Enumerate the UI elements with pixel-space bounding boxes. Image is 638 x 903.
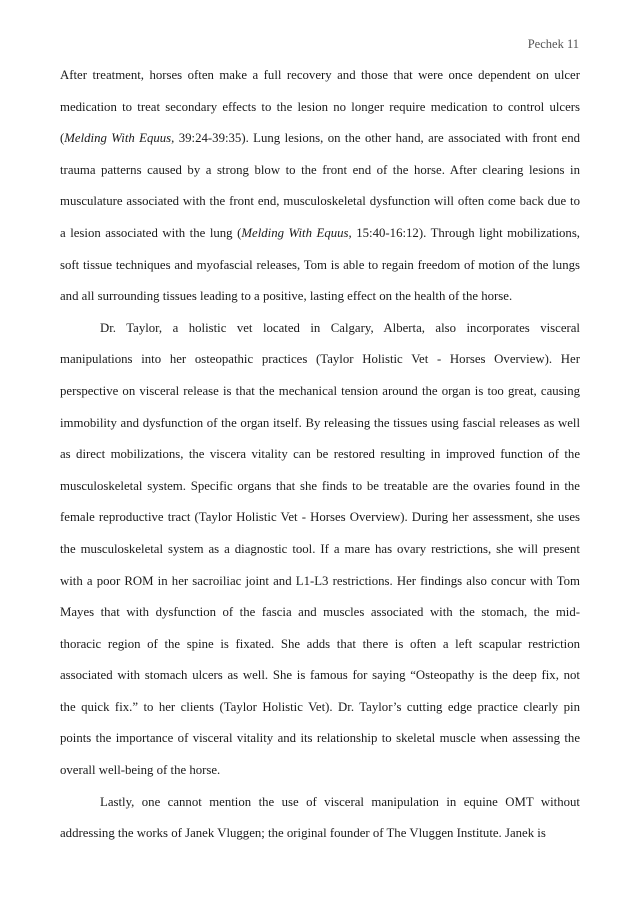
text-line	[60, 755, 580, 787]
text-segment: Dr. Taylor, a holistic vet located in Calgary, Alberta, also incorporates visceral	[100, 320, 580, 335]
text-segment: thoracic region of the spine is fixated. She adds that there is often a left scapular restriction	[60, 636, 580, 651]
text-segment: Mayes that with dysfunction of the fascia and muscles associated with the stomach, the mid-	[60, 605, 580, 620]
text-segment: musculoskeletal system. Specific organs that she finds to be treatable are the ovaries found in the	[60, 478, 580, 493]
text-segment: After treatment, horses often make a full recovery and those that were once dependent on ulcer	[60, 68, 580, 82]
text-segment: medication to treat secondary effects to the lesion no longer require medication to control ulcers	[60, 99, 580, 114]
text-line	[60, 408, 580, 440]
citation-title: Melding With Equus,	[241, 225, 352, 240]
text-segment: (	[60, 131, 65, 146]
text-segment: musculature associated with the front end, musculoskeletal dysfunction will often come back due to	[60, 194, 580, 209]
text-segment: the musculoskeletal system as a diagnostic tool. If a mare has ovary restrictions, she will present	[60, 541, 580, 556]
text-segment: and all surrounding tissues leading to a positive, lasting effect on the health of the horse.	[60, 289, 513, 304]
text-line	[60, 155, 580, 187]
text-segment: overall well-being of the horse.	[60, 763, 221, 778]
text-line	[60, 692, 580, 724]
document-body	[60, 60, 580, 850]
text-line	[60, 534, 580, 566]
paragraph	[60, 787, 580, 850]
text-segment: a lesion associated with the lung (	[60, 225, 242, 240]
text-line	[60, 92, 580, 124]
text-line	[60, 250, 580, 282]
text-line	[60, 818, 580, 850]
text-line	[60, 629, 580, 661]
text-line	[60, 502, 580, 534]
text-segment: female reproductive tract (Taylor Holistic Vet - Horses Overview). During her assessment, she uses	[60, 510, 580, 525]
text-segment: immobility and dysfunction of the organ itself. By releasing the tissues using fascial releases as well	[60, 415, 580, 430]
text-segment: perspective on visceral release is that the mechanical tension around the organ is too great, causing	[60, 383, 580, 398]
text-segment: associated with stomach ulcers as well. She is famous for saying “Osteopathy is the deep fix, not	[60, 668, 580, 683]
text-line	[60, 186, 580, 218]
text-line	[60, 218, 580, 250]
text-line	[60, 787, 580, 819]
text-line	[60, 376, 580, 408]
text-line	[60, 313, 580, 345]
text-line	[60, 597, 580, 629]
text-segment: Lastly, one cannot mention the use of visceral manipulation in equine OMT without	[100, 794, 580, 809]
text-line	[60, 60, 580, 92]
text-segment: 39:24-39:35). Lung lesions, on the other hand, are associated with front end	[174, 131, 580, 146]
text-segment: trauma patterns caused by a strong blow to the front end of the horse. After clearing lesions in	[60, 162, 580, 177]
text-line	[60, 660, 580, 692]
text-segment: 15:40-16:12). Through light mobilizations,	[351, 225, 581, 240]
text-line	[60, 439, 580, 471]
text-line	[60, 344, 580, 376]
paragraph	[60, 60, 580, 313]
text-segment: as direct mobilizations, the viscera vitality can be restored resulting in improved function of the	[60, 447, 580, 462]
text-segment: with a poor ROM in her sacroiliac joint and L1-L3 restrictions. Her findings also concur with Tom	[60, 573, 580, 588]
text-segment: the quick fix.” to her clients (Taylor Holistic Vet). Dr. Taylor’s cutting edge practice clearly pin	[60, 699, 580, 714]
citation-title: Melding With Equus,	[64, 131, 175, 146]
page-header: Pechek 11	[527, 37, 579, 51]
text-line	[60, 471, 580, 503]
text-segment: manipulations into her osteopathic practices (Taylor Holistic Vet - Horses Overview). Her	[60, 352, 580, 367]
text-segment: points the importance of visceral vitality and its relationship to skeletal muscle when assessing the	[60, 731, 580, 746]
text-line	[60, 566, 580, 598]
paragraph	[60, 313, 580, 787]
text-line	[60, 281, 580, 313]
text-segment: addressing the works of Janek Vluggen; the original founder of The Vluggen Institute. Janek is	[60, 826, 546, 841]
text-line	[60, 123, 580, 155]
text-line	[60, 723, 580, 755]
text-segment: soft tissue techniques and myofascial releases, Tom is able to regain freedom of motion of the lungs	[60, 257, 580, 272]
